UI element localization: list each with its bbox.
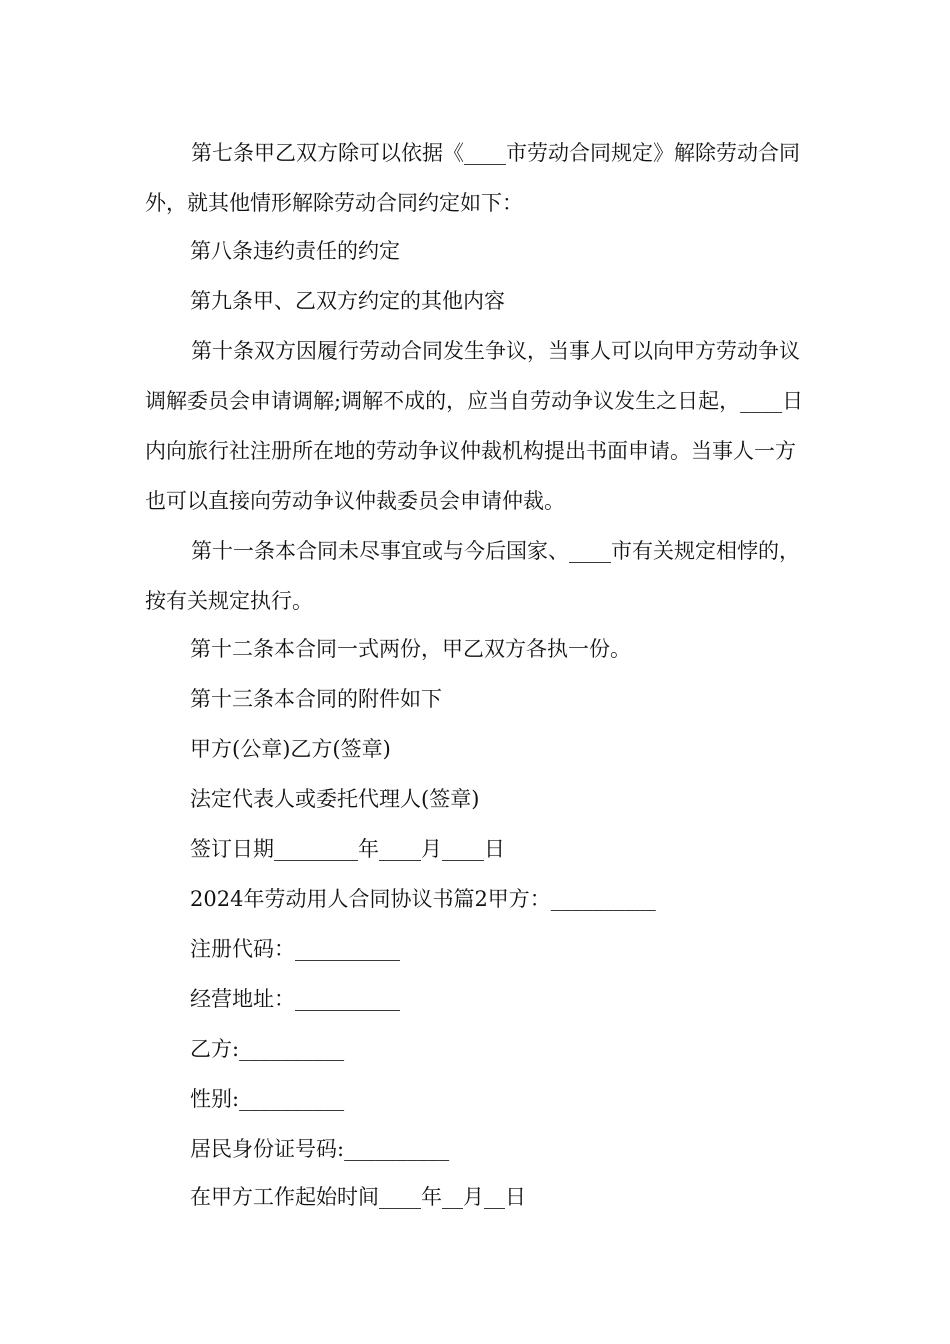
article-13-paragraph: 第十三条本合同的附件如下: [190, 687, 442, 711]
gender-field: 性别:__________: [190, 1087, 345, 1111]
business-address-field: 经营地址：__________: [190, 987, 400, 1011]
registration-code-field: 注册代码：__________: [190, 937, 400, 961]
representative-line: 法定代表人或委托代理人(签章): [190, 787, 480, 811]
party-b-field: 乙方:__________: [190, 1037, 345, 1061]
id-number-field: 居民身份证号码:__________: [190, 1137, 450, 1161]
article-10-paragraph: 第十条双方因履行劳动合同发生争议，当事人可以向甲方劳动争议调解委员会申请调解;调解不成的，应当自劳动争议发生之日起，____日内向旅行社注册所在地的劳动争议仲裁机构提出书面申请。当事人一方也可以直接向劳动争议仲裁委员会申请仲裁。: [145, 339, 804, 513]
article-9-paragraph: 第九条甲、乙双方约定的其他内容: [190, 289, 505, 313]
start-date-field: 在甲方工作起始时间____年__月__日: [190, 1185, 526, 1209]
article-11-paragraph: 第十一条本合同未尽事宜或与今后国家、____市有关规定相悖的，按有关规定执行。: [145, 539, 800, 613]
article-12-paragraph: 第十二条本合同一式两份，甲乙双方各执一份。: [190, 637, 631, 661]
seal-line: 甲方(公章)乙方(签章): [190, 737, 391, 761]
signing-date-line: 签订日期________年____月____日: [190, 837, 505, 861]
contract-2-heading: 2024年劳动用人合同协议书篇2甲方：__________: [190, 887, 656, 911]
article-8-paragraph: 第八条违约责任的约定: [190, 239, 400, 263]
article-7-paragraph: 第七条甲乙双方除可以依据《____市劳动合同规定》解除劳动合同外，就其他情形解除劳动合同约定如下：: [145, 141, 800, 215]
